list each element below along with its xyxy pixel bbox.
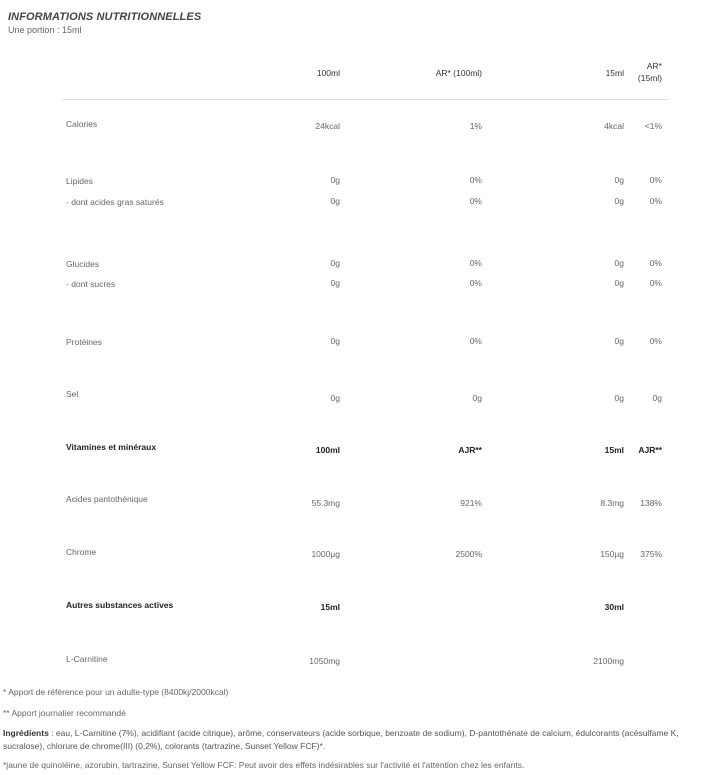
cell-lipides-ar15: 0% (649, 175, 662, 185)
cell-satures-15ml: 0g (614, 196, 624, 206)
row-label-calories: Calories (66, 119, 98, 129)
row-label-sucres: - dont sucres (66, 279, 116, 289)
vitamins-header-ajr-100: AJR** (458, 445, 482, 455)
cell-lipides-100ml: 0g (330, 175, 340, 185)
cell-panto-ajr15: 138% (640, 498, 662, 508)
cell-calories-ar15: <1% (644, 121, 662, 131)
header-ar-15ml-line1: AR* (646, 61, 662, 71)
row-label-proteines: Protéines (66, 337, 102, 347)
section-vitamins-label: Vitamines et minéraux (66, 442, 157, 452)
cell-satures-100ml: 0g (330, 196, 340, 206)
cell-glucides-ar100: 0% (469, 258, 482, 268)
vitamins-header-100ml: 100ml (315, 445, 340, 455)
cell-lipides-ar100: 0% (469, 175, 482, 185)
cell-chrome-100ml: 1000µg (311, 549, 340, 559)
cell-panto-15ml: 8.3mg (600, 498, 624, 508)
vitamins-header-ajr-15: AJR** (638, 445, 662, 455)
cell-sucres-15ml: 0g (614, 278, 624, 288)
cell-chrome-15ml: 150µg (600, 549, 624, 559)
row-label-pantothenique: Acides pantothénique (66, 494, 148, 504)
cell-carnitine-30ml: 2100mg (593, 656, 624, 666)
cell-proteines-ar15: 0% (649, 336, 662, 346)
row-label-satures: - dont acides gras saturés (66, 197, 164, 207)
row-label-carnitine: L-Carnitine (66, 654, 108, 664)
cell-calories-15ml: 4kcal (604, 121, 624, 131)
row-label-chrome: Chrome (66, 547, 97, 557)
header-ar-15ml-line2: (15ml) (637, 73, 662, 83)
other-header-15ml: 15ml (320, 602, 340, 612)
cell-satures-ar15: 0% (649, 196, 662, 206)
footnote-ar: * Apport de référence pour un adulte-type (8400kj/2000kcal) (3, 687, 229, 697)
cell-sel-100ml: 0g (330, 393, 340, 403)
section-other-label: Autres substances actives (66, 600, 174, 610)
header-15ml: 15ml (605, 68, 624, 78)
page-title: INFORMATIONS NUTRITIONNELLES (8, 11, 202, 23)
cell-carnitine-15ml: 1050mg (309, 656, 340, 666)
cell-sel-15ml: 0g (614, 393, 624, 403)
cell-sel-ar100: 0g (472, 393, 482, 403)
header-divider (62, 99, 668, 100)
cell-calories-ar100: 1% (469, 121, 482, 131)
cell-calories-100ml: 24kcal (315, 121, 340, 131)
cell-chrome-ajr100: 2500% (455, 549, 482, 559)
cell-glucides-ar15: 0% (649, 258, 662, 268)
cell-sucres-100ml: 0g (330, 278, 340, 288)
cell-proteines-100ml: 0g (330, 336, 340, 346)
ingredients-paragraph (3, 727, 715, 753)
cell-glucides-15ml: 0g (614, 258, 624, 268)
cell-lipides-15ml: 0g (614, 175, 624, 185)
cell-chrome-ajr15: 375% (640, 549, 662, 559)
cell-proteines-ar100: 0% (469, 336, 482, 346)
cell-sucres-ar15: 0% (649, 278, 662, 288)
header-ar-100ml: AR* (100ml) (435, 68, 482, 78)
cell-panto-100ml: 55.3mg (311, 498, 340, 508)
cell-proteines-15ml: 0g (614, 336, 624, 346)
cell-satures-ar100: 0% (469, 196, 482, 206)
colorant-warning: *jaune de quinoléine, azorubin, tartrazine, Sunset Yellow FCF: Peut avoir des effets indésirables sur l'activité et l'attention chez les enfants. (3, 760, 525, 770)
serving-size: Une portion : 15ml (8, 25, 82, 35)
cell-sucres-ar100: 0% (469, 278, 482, 288)
row-label-sel: Sel (66, 389, 79, 399)
cell-glucides-100ml: 0g (330, 258, 340, 268)
cell-panto-ajr100: 921% (460, 498, 482, 508)
ingredients-text: : eau, L-Carnitine (7%), acidifiant (acide citrique), arôme, conservateurs (acide sorbique, benzoate de sodium), D-pantothénate de calcium, édulcorants (acésulfame K, sucralose), chlorure de chrome(III) (0,2%), colorants (tartrazine, Sunset Yellow FCF)*. (3, 728, 679, 751)
ingredients-label: Ingrédients (3, 728, 49, 738)
row-label-glucides: Glucides (66, 259, 100, 269)
row-label-lipides: Lipides (66, 176, 93, 186)
footnote-ajr: ** Apport journalier recommandé (3, 708, 126, 718)
cell-sel-ar15: 0g (652, 393, 662, 403)
vitamins-header-15ml: 15ml (604, 445, 624, 455)
other-header-30ml: 30ml (604, 602, 624, 612)
header-100ml: 100ml (316, 68, 340, 78)
